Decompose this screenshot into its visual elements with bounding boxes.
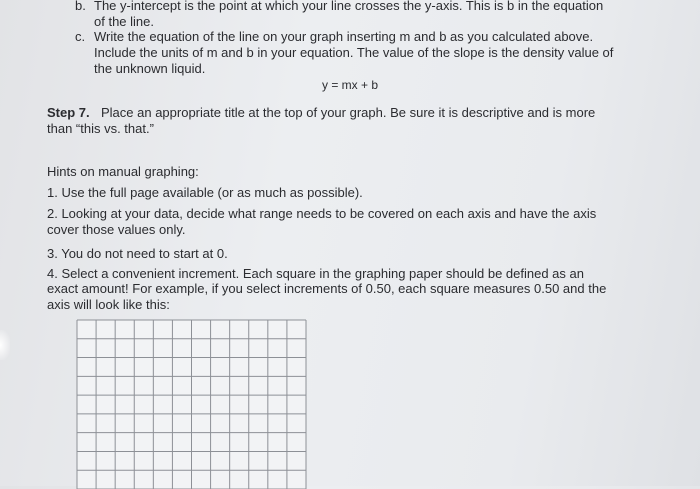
- hints-heading: Hints on manual graphing:: [47, 164, 199, 179]
- equation: y = mx + b: [322, 78, 379, 92]
- hint-item-2-line2: cover those values only.: [47, 222, 186, 237]
- list-marker-c: c.: [75, 29, 86, 44]
- hint-item-4-line1: 4. Select a convenient increment. Each square in the graphing paper should be defined as an: [47, 266, 584, 281]
- item-b-text-line1: The y-intercept is the point at which your line crosses the y-axis. This is b in the equation: [94, 0, 604, 13]
- item-c-text-line2: Include the units of m and b in your equation. The value of the slope is the density value of: [94, 45, 614, 60]
- step7-text-line1: Place an appropriate title at the top of your graph. Be sure it is descriptive and is more: [101, 105, 596, 120]
- hint-item-3: 3. You do not need to start at 0.: [47, 246, 228, 261]
- item-b-text-line2: of the line.: [94, 14, 154, 29]
- photo-glare: [0, 330, 10, 360]
- step7-text-line2: than “this vs. that.”: [47, 121, 154, 136]
- hint-item-4-line3: axis will look like this:: [47, 297, 170, 312]
- hint-item-4-line2: exact amount! For example, if you select increments of 0.50, each square measures 0.50 and the: [47, 281, 607, 296]
- item-c-text-line1: Write the equation of the line on your graph inserting m and b as you calculated above.: [94, 29, 594, 44]
- graph-paper-grid: [76, 319, 308, 489]
- step7-label: Step 7.: [47, 105, 90, 120]
- list-marker-b: b.: [75, 0, 86, 13]
- hint-item-2-line1: 2. Looking at your data, decide what range needs to be covered on each axis and have the axis: [47, 206, 597, 221]
- hint-item-1: 1. Use the full page available (or as much as possible).: [47, 185, 363, 200]
- item-c-text-line3: the unknown liquid.: [94, 61, 206, 76]
